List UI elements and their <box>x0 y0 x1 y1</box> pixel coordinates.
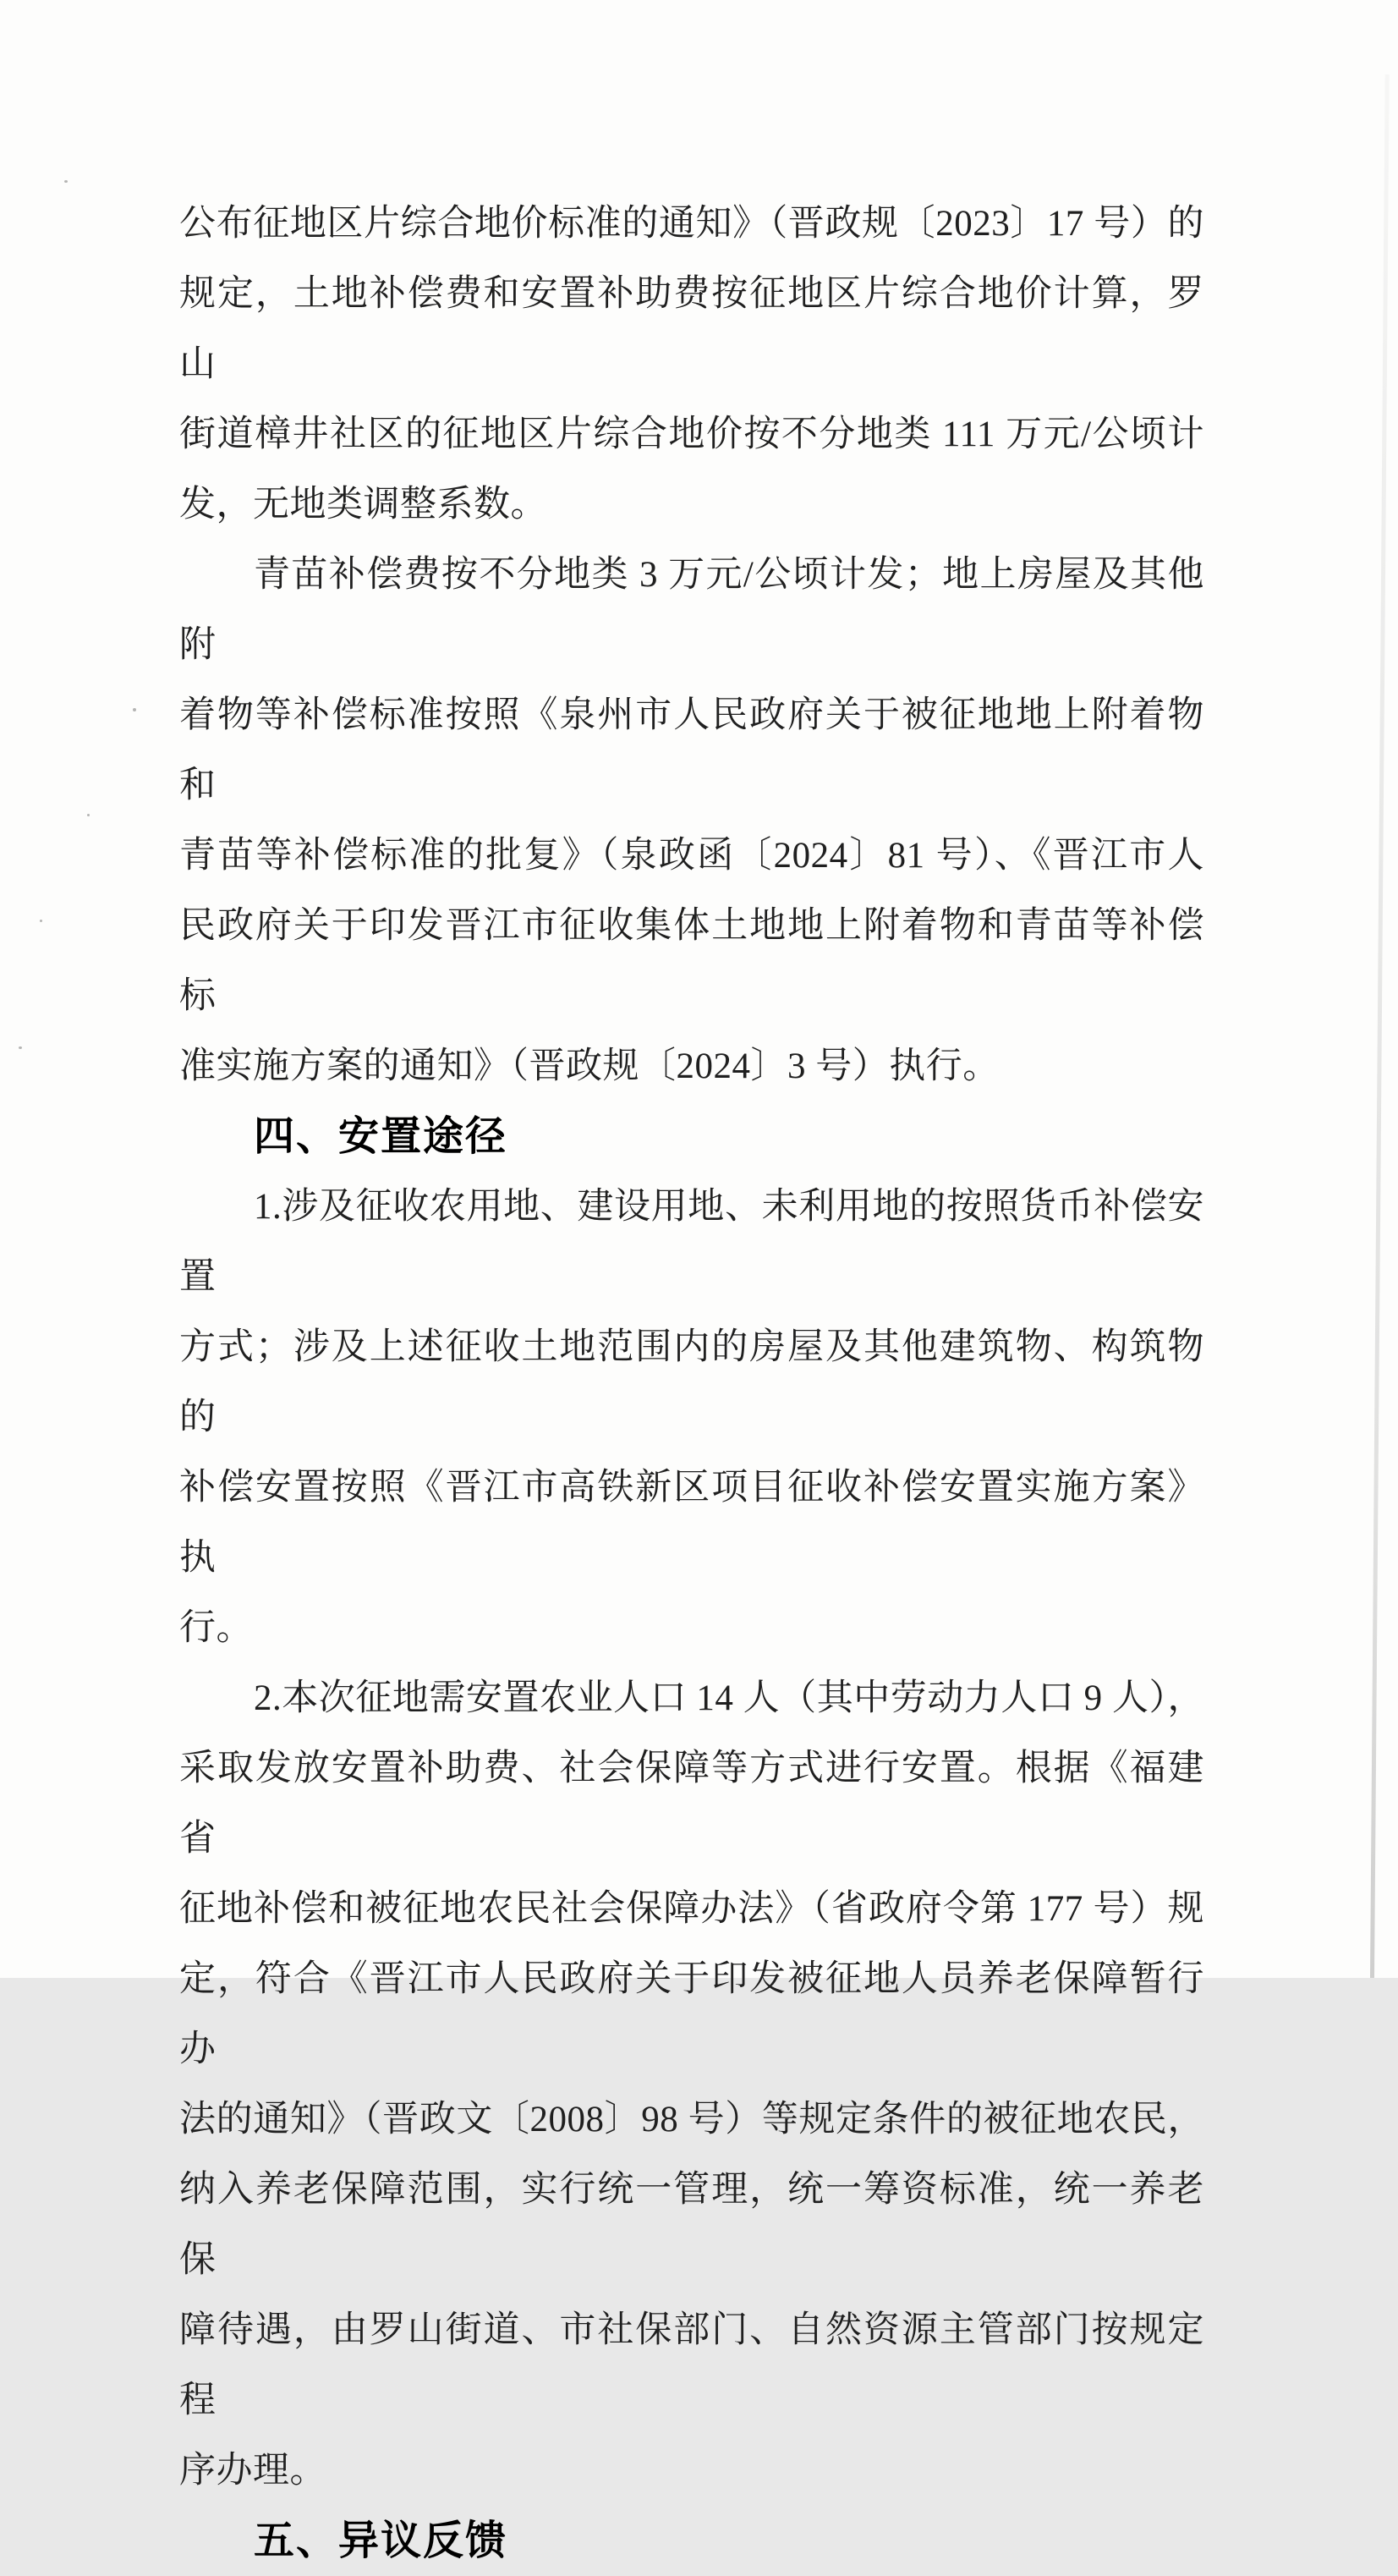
text-line: 发，无地类调整系数。 <box>179 485 547 525</box>
text-line: 法的通知》（晋政文〔2008〕98 号）等规定条件的被征地农民， <box>179 2100 1204 2139</box>
text-line: 准实施方案的通知》（晋政规〔2024〕3 号）执行。 <box>179 1046 1000 1086</box>
text-line: 民政府关于印发晋江市征收集体土地地上附着物和青苗等补偿标 <box>179 906 1204 1016</box>
section-heading: 五、异议反馈 <box>254 2518 508 2563</box>
scan-speck <box>87 814 90 816</box>
scan-speck <box>19 1046 22 1049</box>
scan-speck <box>133 708 136 711</box>
text-line: 青苗等补偿标准的批复》（泉政函〔2024〕81 号）、《晋江市人 <box>179 836 1204 876</box>
text-line: 障待遇，由罗山街道、市社保部门、自然资源主管部门按规定程 <box>179 2310 1204 2420</box>
text-line: 2.本次征地需安置农业人口 14 人（其中劳动力人口 9 人）， <box>254 1678 1204 1718</box>
text-line: 公布征地区片综合地价标准的通知》（晋政规〔2023〕17 号）的 <box>179 204 1204 244</box>
section-heading: 四、安置途径 <box>254 1114 508 1159</box>
scan-edge-artifact <box>1370 74 1390 1978</box>
text-line: 纳入养老保障范围，实行统一管理，统一筹资标准，统一养老保 <box>179 2170 1204 2280</box>
text-line: 序办理。 <box>179 2451 326 2491</box>
scan-speck <box>40 920 42 922</box>
text-line: 征地补偿和被征地农民社会保障办法》（省政府令第 177 号）规 <box>179 1889 1204 1929</box>
text-line: 街道樟井社区的征地区片综合地价按不分地类 111 万元/公顷计 <box>179 415 1204 454</box>
document-text <box>179 189 1204 2576</box>
text-line: 定，符合《晋江市人民政府关于印发被征地人员养老保障暂行办 <box>179 1959 1204 2069</box>
text-line: 青苗补偿费按不分地类 3 万元/公顷计发；地上房屋及其他附 <box>179 555 1204 665</box>
text-line: 补偿安置按照《晋江市高铁新区项目征收补偿安置实施方案》执 <box>179 1468 1204 1578</box>
text-line: 着物等补偿标准按照《泉州市人民政府关于被征地地上附着物和 <box>179 695 1204 805</box>
text-line: 行。 <box>179 1608 253 1648</box>
text-line: 方式；涉及上述征收土地范围内的房屋及其他建筑物、构筑物的 <box>179 1327 1204 1437</box>
text-line: 采取发放安置补助费、社会保障等方式进行安置。根据《福建省 <box>179 1749 1204 1859</box>
scan-speck <box>64 180 68 183</box>
text-line: 规定，土地补偿费和安置补助费按征地区片综合地价计算，罗山 <box>179 274 1204 384</box>
text-line: 1.涉及征收农用地、建设用地、未利用地的按照货币补偿安置 <box>179 1187 1204 1297</box>
